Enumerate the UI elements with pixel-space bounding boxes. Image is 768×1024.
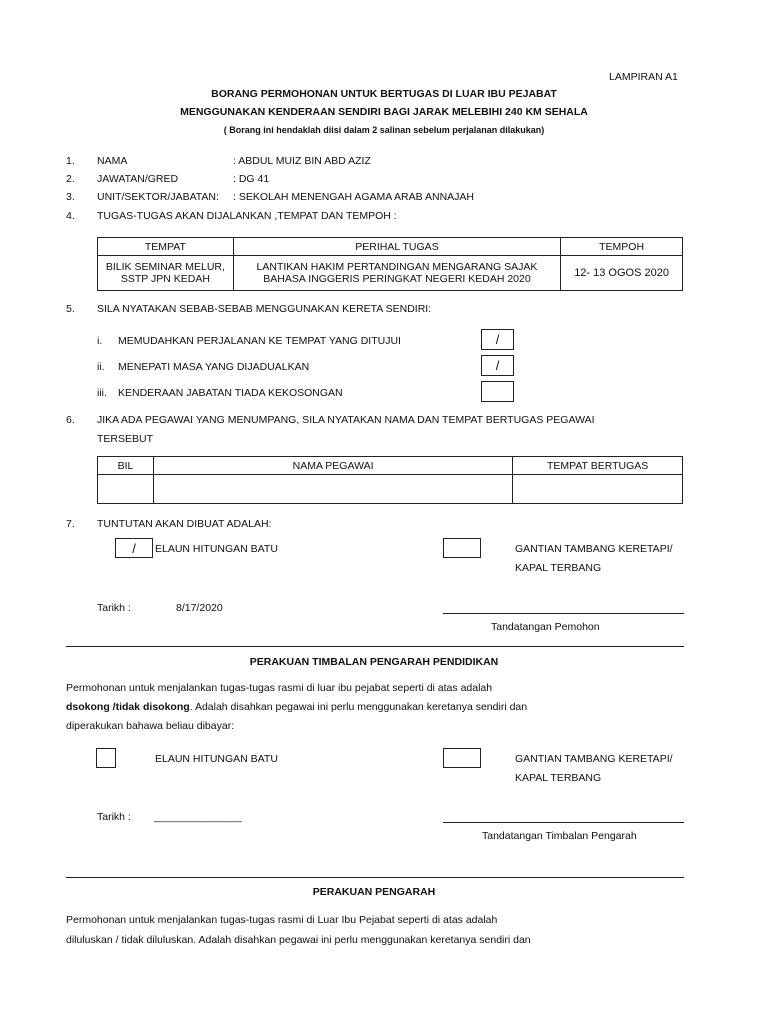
pegawai-table [97, 456, 683, 504]
reason-roman: i. [97, 335, 103, 347]
field-value-nama: : ABDUL MUIZ BIN ABD AZIZ [233, 155, 371, 167]
signature-label-timbalan: Tandatangan Timbalan Pengarah [482, 830, 637, 842]
field-label-nama: NAMA [97, 155, 128, 167]
reason-checkbox[interactable] [481, 381, 514, 402]
reason-checkbox[interactable]: / [481, 329, 514, 350]
reason-roman: iii. [97, 387, 107, 399]
signature-line [443, 613, 684, 614]
tambang-checkbox[interactable] [443, 538, 481, 558]
elaun-label-timbalan: ELAUN HITUNGAN BATU [155, 753, 278, 765]
section-num: 7. [66, 518, 75, 530]
section-num: 5. [66, 303, 75, 315]
table-cell-tempat [98, 256, 234, 291]
field-num: 3. [66, 191, 75, 203]
perakuan-timbalan-line2-rest: . Adalah disahkan pegawai ini perlu menggunakan keretanya sendiri dan [189, 701, 528, 713]
field-num: 1. [66, 155, 75, 167]
table-header-nama-pegawai: NAMA PEGAWAI [153, 457, 512, 475]
table-header-tempat: TEMPAT [98, 238, 234, 256]
divider [66, 646, 684, 647]
tambang-timbalan-line1: GANTIAN TAMBANG KERETAPI/ [515, 753, 673, 765]
tugas-table [97, 237, 683, 291]
table-cell-tempat-bertugas[interactable] [513, 475, 683, 504]
tarikh-blank-timbalan[interactable]: _______________ [154, 811, 242, 823]
section7-label: TUNTUTAN AKAN DIBUAT ADALAH: [97, 518, 272, 530]
reason-roman: ii. [97, 361, 105, 373]
tempat-line2: SSTP JPN KEDAH [120, 273, 210, 285]
tarikh-label-timbalan: Tarikh : [97, 811, 131, 823]
tambang-label-line1: GANTIAN TAMBANG KERETAPI/ [515, 543, 673, 555]
table-cell-nama-pegawai[interactable] [153, 475, 512, 504]
field-label-unit: UNIT/SEKTOR/JABATAN: [97, 191, 219, 203]
field-value-jawatan: : DG 41 [233, 173, 270, 185]
form-title-line2: MENGGUNAKAN KENDERAAN SENDIRI BAGI JARAK MELEBIHI 240 KM SEHALA [180, 106, 588, 118]
section5-label: SILA NYATAKAN SEBAB-SEBAB MENGGUNAKAN KERETA SENDIRI: [97, 303, 432, 315]
perakuan-pengarah-line2: diluluskan / tidak diluluskan. Adalah disahkan pegawai ini perlu menggunakan keretanya sendiri dan [66, 934, 531, 946]
perihal-line1: LANTIKAN HAKIM PERTANDINGAN MENGARANG SAJAK [256, 261, 538, 273]
section6-line1: JIKA ADA PEGAWAI YANG MENUMPANG, SILA NYATAKAN NAMA DAN TEMPAT BERTUGAS PEGAWAI [97, 414, 595, 426]
field-value-unit: : SEKOLAH MENENGAH AGAMA ARAB ANNAJAH [233, 191, 474, 203]
lampiran-label: LAMPIRAN A1 [609, 71, 678, 83]
tambang-label-line2: KAPAL TERBANG [515, 562, 602, 574]
table-cell-bil[interactable] [98, 475, 154, 504]
reason-text: MENEPATI MASA YANG DIJADUALKAN [118, 361, 310, 373]
perakuan-timbalan-line1: Permohonan untuk menjalankan tugas-tugas rasmi di luar ibu pejabat seperti di atas adalah [66, 682, 493, 694]
section6-line2: TERSEBUT [97, 433, 154, 445]
elaun-checkbox-timbalan[interactable] [96, 748, 116, 768]
tambang-timbalan-line2: KAPAL TERBANG [515, 772, 602, 784]
perihal-line2: BAHASA INGGERIS PERINGKAT NEGERI KEDAH 2020 [263, 273, 531, 285]
form-title-line1: BORANG PERMOHONAN UNTUK BERTUGAS DI LUAR IBU PEJABAT [211, 88, 557, 100]
perakuan-timbalan-line2 [66, 701, 527, 713]
tarikh-value: 8/17/2020 [176, 602, 223, 614]
signature-label-pemohon: Tandatangan Pemohon [491, 621, 600, 633]
reason-text: MEMUDAHKAN PERJALANAN KE TEMPAT YANG DITUJUI [118, 335, 401, 347]
section-num: 6. [66, 414, 75, 426]
divider [66, 877, 684, 878]
elaun-checkbox[interactable]: / [115, 538, 153, 558]
table-cell-perihal [233, 256, 560, 291]
table-header-bil: BIL [98, 457, 154, 475]
reason-text: KENDERAAN JABATAN TIADA KEKOSONGAN [118, 387, 343, 399]
table-cell-tempoh: 12- 13 OGOS 2020 [561, 256, 683, 291]
perakuan-timbalan-title: PERAKUAN TIMBALAN PENGARAH PENDIDIKAN [249, 656, 499, 668]
field-num: 2. [66, 173, 75, 185]
field-label-jawatan: JAWATAN/GRED [97, 173, 179, 185]
table-header-perihal: PERIHAL TUGAS [233, 238, 560, 256]
reason-checkbox[interactable]: / [481, 355, 514, 376]
section-num: 4. [66, 210, 75, 222]
table-header-tempat-bertugas: TEMPAT BERTUGAS [513, 457, 683, 475]
perakuan-timbalan-line3: diperakukan bahawa beliau dibayar: [66, 720, 235, 732]
section4-label: TUGAS-TUGAS AKAN DIJALANKAN ,TEMPAT DAN TEMPOH : [97, 210, 397, 222]
tambang-checkbox-timbalan[interactable] [443, 748, 481, 768]
signature-line [443, 822, 684, 823]
tempat-line1: BILIK SEMINAR MELUR, [105, 261, 225, 273]
elaun-label: ELAUN HITUNGAN BATU [155, 543, 278, 555]
perakuan-pengarah-title: PERAKUAN PENGARAH [312, 886, 436, 898]
sokong-text: dsokong /tidak disokong [66, 701, 190, 713]
perakuan-pengarah-line1: Permohonan untuk menjalankan tugas-tugas rasmi di Luar Ibu Pejabat seperti di atas adalah [66, 914, 498, 926]
table-header-tempoh: TEMPOH [561, 238, 683, 256]
form-note: ( Borang ini hendaklah diisi dalam 2 salinan sebelum perjalanan dilakukan) [223, 125, 545, 135]
tarikh-label: Tarikh : [97, 602, 131, 614]
